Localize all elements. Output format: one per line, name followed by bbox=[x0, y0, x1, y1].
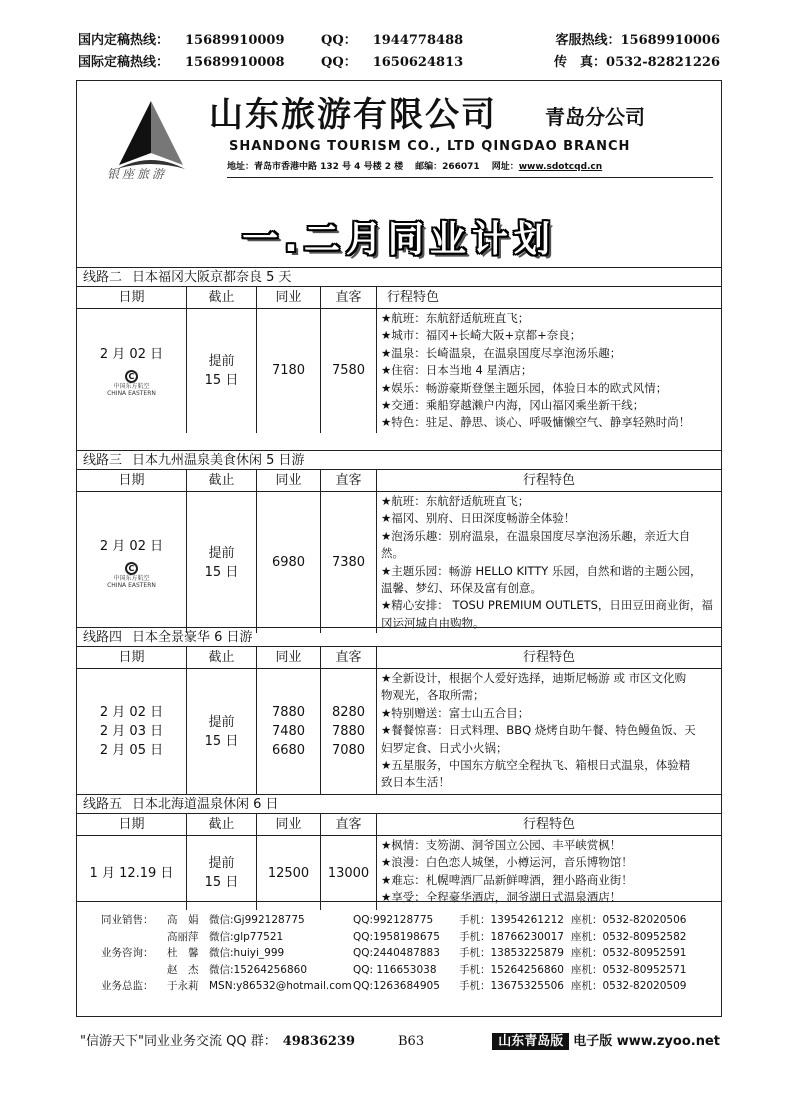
departure-date: 2 月 02 日 bbox=[99, 346, 164, 362]
peer-price: 6980 bbox=[271, 555, 306, 571]
route-name: 日本九州温泉美食休闲 5 日游 bbox=[132, 453, 305, 468]
feature-line: 温馨、梦幻、环保及富有创意。 bbox=[381, 581, 542, 596]
contact-qq: QQ: 116653038 bbox=[353, 963, 437, 976]
intl-qq: QQ： 1650624813 bbox=[321, 55, 464, 70]
table-row bbox=[77, 309, 721, 430]
company-name: 山东旅游有限公司 bbox=[209, 95, 497, 135]
contact-name: 杜 馨 bbox=[167, 947, 199, 959]
column-header-peer: 同业 bbox=[257, 287, 321, 309]
column-header-features: 行程特色 bbox=[377, 287, 721, 309]
plan-title: 一.二月同业计划 bbox=[242, 219, 556, 260]
table-header bbox=[77, 470, 721, 492]
feature-line: ★航班：东航舒适航班直飞； bbox=[381, 494, 530, 508]
contact-qq: QQ:2440487883 bbox=[353, 947, 440, 959]
contact-wechat: 微信:Gj992128775 bbox=[209, 914, 305, 926]
contact-role: 业务总监： bbox=[101, 980, 154, 992]
contact-mobile: 手机：13853225879 bbox=[459, 947, 564, 959]
contact-row bbox=[77, 945, 721, 962]
feature-line: ★特色：驻足、静思、谈心、呼吸慵懒空气、静享轻熟时尚！ bbox=[381, 415, 691, 430]
date-cell bbox=[77, 309, 187, 433]
domestic-qq: QQ： 1944778488 bbox=[321, 33, 464, 48]
feature-line: ★餐餐惊喜：日式料理、BBQ 烧烤自助午餐、特色鳗鱼饭、天 bbox=[381, 723, 696, 738]
peer-price-cell bbox=[257, 309, 321, 433]
deadline-text: 提前 bbox=[208, 353, 235, 369]
contact-role: 业务咨询： bbox=[101, 947, 154, 959]
feature-line: 然。 bbox=[381, 546, 404, 561]
logo-text: 银座旅游 bbox=[107, 167, 168, 181]
china-eastern-icon: C bbox=[125, 562, 138, 575]
deadline-text: 15 日 bbox=[204, 875, 239, 890]
peer-price: 7180 bbox=[271, 363, 306, 379]
route-title bbox=[77, 794, 721, 814]
contact-qq: QQ:992128775 bbox=[353, 914, 434, 926]
contact-wechat: 微信:huiyi_999 bbox=[209, 947, 285, 959]
table-header bbox=[77, 287, 721, 309]
peer-price: 7480 bbox=[271, 724, 306, 739]
fax: 传 真：0532-82821226 bbox=[554, 55, 720, 70]
peer-price-cell bbox=[257, 836, 321, 910]
deadline-text: 提前 bbox=[208, 545, 235, 561]
contact-tel: 座机：0532-82020509 bbox=[571, 980, 687, 992]
column-header-deadline: 截止 bbox=[187, 470, 257, 492]
airline-name-en: CHINA EASTERN bbox=[107, 389, 156, 397]
direct-price: 7880 bbox=[331, 724, 366, 739]
column-header-deadline: 截止 bbox=[187, 647, 257, 669]
column-header-direct: 直客 bbox=[321, 470, 377, 492]
direct-price-cell bbox=[321, 669, 377, 794]
airline-name-cn: 中国东方航空 bbox=[113, 574, 150, 582]
contact-mobile: 手机：18766230017 bbox=[459, 930, 564, 943]
china-eastern-icon: C bbox=[125, 370, 138, 383]
features-cell bbox=[377, 309, 721, 433]
page-number: B63 bbox=[398, 1034, 425, 1049]
feature-line: ★五星服务，中国东方航空全程执飞、箱根日式温泉，体验精 bbox=[381, 758, 691, 773]
deadline-cell bbox=[187, 836, 257, 910]
qq-group: "信游天下"同业业务交流 QQ 群： 49836239 bbox=[80, 1034, 356, 1049]
feature-line: ★泡汤乐趣：别府温泉，在温泉国度尽享泡汤乐趣，亲近大自 bbox=[381, 528, 691, 543]
contact-name: 于永莉 bbox=[167, 980, 199, 992]
page-footer bbox=[80, 1030, 720, 1054]
service-hotline: 客服热线：15689910006 bbox=[555, 33, 720, 48]
feature-line: 致日本生活！ bbox=[381, 775, 450, 790]
route-name: 日本福冈大阪京都奈良 5 天 bbox=[132, 270, 292, 285]
contact-tel: 座机：0532-80952582 bbox=[571, 930, 687, 943]
peer-price-cell bbox=[257, 669, 321, 794]
deadline-text: 提前 bbox=[208, 714, 235, 730]
direct-price: 7580 bbox=[331, 363, 366, 379]
feature-line: ★交通：乘船穿越濑户内海，冈山福冈乘坐新干线； bbox=[381, 398, 645, 413]
feature-line: ★浪漫：白色恋人城堡，小樽运河，音乐博物馆！ bbox=[381, 855, 633, 870]
column-header-date: 日期 bbox=[77, 814, 187, 836]
column-header-features: 行程特色 bbox=[377, 647, 721, 669]
contact-mobile: 手机：13954261212 bbox=[459, 914, 564, 926]
feature-line: ★享受：全程豪华酒店，洞爷湖日式温泉酒店！ bbox=[381, 890, 622, 905]
route-section bbox=[77, 267, 721, 430]
date-cell bbox=[77, 669, 187, 794]
direct-price-cell bbox=[321, 492, 377, 633]
direct-price: 7380 bbox=[331, 555, 366, 571]
feature-line: ★住宿：日本当地 4 星酒店； bbox=[381, 363, 533, 378]
route-title bbox=[77, 627, 721, 647]
peer-price: 12500 bbox=[267, 865, 310, 881]
deadline-cell bbox=[187, 309, 257, 433]
contact-name: 赵 杰 bbox=[167, 963, 199, 976]
route-title bbox=[77, 267, 721, 287]
column-header-features: 行程特色 bbox=[377, 470, 721, 492]
route-name: 日本北海道温泉休闲 6 日 bbox=[132, 797, 279, 812]
deadline-text: 15 日 bbox=[204, 733, 239, 749]
column-header-date: 日期 bbox=[77, 647, 187, 669]
date-cell bbox=[77, 836, 187, 910]
column-header-peer: 同业 bbox=[257, 647, 321, 669]
route-section bbox=[77, 450, 721, 630]
contact-row bbox=[77, 978, 721, 995]
website-link[interactable]: www.sdotcqd.cn bbox=[518, 162, 603, 172]
route-code: 线路三 bbox=[83, 453, 123, 468]
table-row bbox=[77, 836, 721, 910]
contact-qq: QQ:1263684905 bbox=[353, 980, 440, 992]
departure-date: 2 月 05 日 bbox=[99, 743, 164, 758]
departure-date: 1 月 12.19 日 bbox=[89, 865, 174, 881]
airline-logo bbox=[107, 562, 156, 589]
feature-line: ★精心安排： TOSU PREMIUM OUTLETS，日田豆田商业街，福 bbox=[381, 598, 713, 613]
contact-row bbox=[77, 912, 721, 929]
feature-line: 物观光，各取所需； bbox=[381, 688, 485, 703]
intl-hotline: 国际定稿热线： 15689910008 bbox=[78, 55, 285, 70]
route-code: 线路二 bbox=[83, 270, 123, 285]
deadline-cell bbox=[187, 669, 257, 794]
feature-line: ★全新设计，根据个人爱好选择，迪斯尼畅游 或 市区文化购 bbox=[381, 671, 687, 685]
features-cell bbox=[377, 836, 721, 910]
contact-row bbox=[77, 962, 721, 979]
top-contact-bar bbox=[78, 30, 720, 76]
table-header bbox=[77, 814, 721, 836]
route-name: 日本全景豪华 6 日游 bbox=[132, 630, 253, 645]
table-row bbox=[77, 492, 721, 630]
contact-wechat: 微信:15264256860 bbox=[209, 963, 308, 976]
column-header-direct: 直客 bbox=[321, 287, 377, 309]
airline-name-en: CHINA EASTERN bbox=[107, 581, 156, 589]
route-section bbox=[77, 794, 721, 910]
airline-logo bbox=[107, 370, 156, 397]
route-code: 线路四 bbox=[83, 630, 123, 645]
contact-tel: 座机：0532-82020506 bbox=[571, 914, 687, 926]
column-header-features: 行程特色 bbox=[377, 814, 721, 836]
departure-date: 2 月 02 日 bbox=[99, 538, 164, 554]
contact-mobile: 手机：13675325506 bbox=[459, 980, 564, 992]
direct-price: 7080 bbox=[331, 743, 366, 758]
features-cell bbox=[377, 492, 721, 633]
contact-role: 同业销售： bbox=[101, 914, 154, 926]
direct-price-cell bbox=[321, 309, 377, 433]
direct-price-cell bbox=[321, 836, 377, 910]
table-header bbox=[77, 647, 721, 669]
domestic-hotline: 国内定稿热线： 15689910009 bbox=[78, 33, 285, 48]
feature-line: ★主题乐园：畅游 HELLO KITTY 乐园，自然和谐的主题公园， bbox=[381, 563, 702, 578]
route-section bbox=[77, 627, 721, 794]
contact-wechat: MSN:y86532@hotmail.com bbox=[209, 980, 352, 992]
feature-line: ★航班：东航舒适航班直飞； bbox=[381, 311, 530, 325]
header-divider bbox=[227, 177, 713, 178]
departure-date: 2 月 03 日 bbox=[99, 724, 164, 739]
document-frame bbox=[76, 80, 722, 1017]
company-address: 地址：青岛市香港中路 132 号 4 号楼 2 楼 邮编：266071 网址：www.sdotcqd.cn bbox=[227, 162, 603, 172]
contact-name: 高丽萍 bbox=[167, 930, 199, 943]
column-header-peer: 同业 bbox=[257, 470, 321, 492]
contact-tel: 座机：0532-80952571 bbox=[571, 963, 687, 976]
feature-line: ★特别赠送：富士山五合目； bbox=[381, 705, 530, 720]
route-title bbox=[77, 450, 721, 470]
feature-line: ★城市：福冈+长崎大阪+京都+奈良； bbox=[381, 328, 582, 343]
feature-line: ★枫情：支笏湖、洞爷国立公园、丰平峡赏枫！ bbox=[381, 838, 622, 852]
column-header-direct: 直客 bbox=[321, 814, 377, 836]
branch-name: 青岛分公司 bbox=[545, 105, 645, 129]
deadline-text: 提前 bbox=[208, 856, 235, 871]
peer-price: 6680 bbox=[271, 743, 306, 758]
departure-date: 2 月 02 日 bbox=[99, 705, 164, 720]
column-header-direct: 直客 bbox=[321, 647, 377, 669]
feature-line: ★难忘：札幌啤酒厂品新鲜啤酒，狸小路商业街！ bbox=[381, 872, 633, 887]
peer-price: 7880 bbox=[271, 705, 306, 720]
column-header-deadline: 截止 bbox=[187, 814, 257, 836]
contact-mobile: 手机：15264256860 bbox=[459, 963, 564, 976]
contact-name: 高 娟 bbox=[167, 914, 199, 926]
table-row bbox=[77, 669, 721, 794]
contacts-section bbox=[77, 901, 721, 995]
feature-line: 冈运河城自由购物。 bbox=[381, 615, 485, 630]
publisher: 山东青岛版 电子版 www.zyoo.net bbox=[492, 1030, 720, 1054]
deadline-cell bbox=[187, 492, 257, 633]
features-cell bbox=[377, 669, 721, 794]
feature-line: ★娱乐：畅游豪斯登堡主题乐园，体验日本的欧式风情； bbox=[381, 380, 668, 395]
deadline-text: 15 日 bbox=[204, 372, 239, 388]
direct-price: 13000 bbox=[327, 865, 370, 881]
feature-line: 妇罗定食、日式小火锅； bbox=[381, 740, 508, 755]
column-header-date: 日期 bbox=[77, 470, 187, 492]
date-cell bbox=[77, 492, 187, 633]
peer-price-cell bbox=[257, 492, 321, 633]
contact-tel: 座机：0532-80952591 bbox=[571, 947, 687, 959]
feature-line: ★福冈、别府、日田深度畅游全体验！ bbox=[381, 511, 576, 526]
direct-price: 8280 bbox=[331, 705, 366, 720]
company-name-en: SHANDONG TOURISM CO., LTD QINGDAO BRANCH bbox=[229, 139, 631, 154]
contact-row bbox=[77, 929, 721, 946]
contact-qq: QQ:1958198675 bbox=[353, 930, 440, 943]
airline-name-cn: 中国东方航空 bbox=[113, 382, 150, 390]
column-header-date: 日期 bbox=[77, 287, 187, 309]
route-code: 线路五 bbox=[83, 797, 123, 812]
company-logo-icon bbox=[111, 93, 191, 203]
deadline-text: 15 日 bbox=[204, 564, 239, 580]
feature-line: ★温泉：长崎温泉，在温泉国度尽享泡汤乐趣； bbox=[381, 345, 622, 360]
column-header-peer: 同业 bbox=[257, 814, 321, 836]
contact-wechat: 微信:glp77521 bbox=[209, 930, 284, 943]
column-header-deadline: 截止 bbox=[187, 287, 257, 309]
